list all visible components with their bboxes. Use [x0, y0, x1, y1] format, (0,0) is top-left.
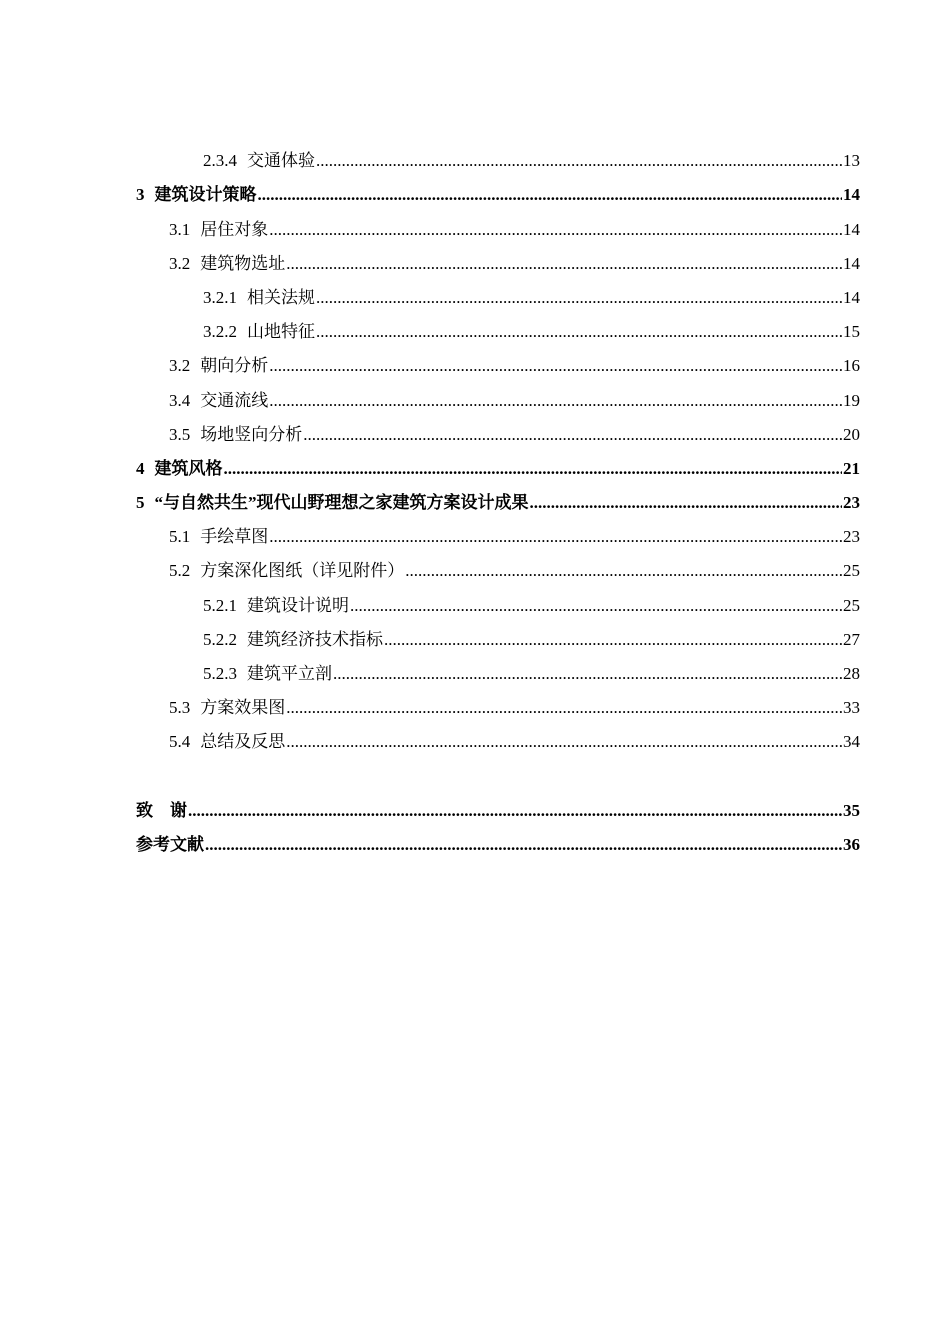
toc-entry-page: 14	[843, 287, 860, 307]
toc-entry-title: 5.4 总结及反思	[169, 732, 286, 752]
toc-entry-title: 3.2.1 相关法规	[203, 287, 315, 307]
dot-leader	[269, 220, 842, 240]
dot-leader	[530, 493, 843, 513]
toc-entry-page: 25	[843, 595, 860, 615]
toc-entry-page: 21	[843, 458, 860, 478]
dot-leader	[258, 185, 843, 205]
toc-entry-page: 35	[843, 800, 860, 820]
toc-entry-page: 14	[843, 185, 860, 205]
toc-entry-page: 23	[843, 527, 860, 547]
toc-entry-page: 14	[843, 253, 860, 273]
toc-entry-page: 36	[843, 834, 860, 854]
toc-entry-5-2-2[interactable]	[136, 616, 860, 650]
table-of-contents	[136, 137, 860, 855]
toc-entry-page: 13	[843, 151, 860, 171]
toc-entry-5[interactable]	[136, 479, 860, 513]
toc-entry-acknowledgements[interactable]	[136, 787, 860, 821]
toc-entry-5-2-1[interactable]	[136, 581, 860, 615]
toc-entry-3[interactable]	[136, 171, 860, 205]
toc-entry-page: 15	[843, 322, 860, 342]
dot-leader	[303, 425, 842, 445]
dot-leader	[286, 732, 842, 752]
toc-entry-3-5[interactable]	[136, 411, 860, 445]
toc-entry-page: 19	[843, 390, 860, 410]
dot-leader	[350, 596, 842, 616]
toc-entry-page: 33	[843, 698, 860, 718]
dot-leader	[269, 527, 842, 547]
toc-entry-3-1[interactable]	[136, 205, 860, 239]
dot-leader	[333, 664, 842, 684]
toc-entry-3-4[interactable]	[136, 376, 860, 410]
toc-entry-title: 3.2.2 山地特征	[203, 322, 315, 342]
toc-entry-title: 5.2.1 建筑设计说明	[203, 595, 349, 615]
dot-leader	[384, 630, 842, 650]
toc-entry-5-1[interactable]	[136, 513, 860, 547]
dot-leader	[286, 698, 842, 718]
toc-entry-page: 20	[843, 424, 860, 444]
toc-entry-title: 3 建筑设计策略	[136, 185, 257, 205]
toc-entry-title: 3.1 居住对象	[169, 219, 269, 239]
toc-entry-page: 25	[843, 561, 860, 581]
dot-leader	[286, 254, 842, 274]
toc-entry-title: 5.2.2 建筑经济技术指标	[203, 629, 383, 649]
toc-entry-title: 参考文献	[136, 834, 204, 854]
toc-entry-page: 14	[843, 219, 860, 239]
dot-leader	[316, 151, 842, 171]
toc-entry-page: 28	[843, 664, 860, 683]
toc-entry-title: 5.2.3 建筑平立剖	[203, 664, 332, 683]
toc-entry-title: 3.2 朝向分析	[169, 356, 269, 376]
toc-entry-title: 致 谢	[136, 800, 187, 820]
dot-leader	[405, 561, 842, 581]
toc-entry-3-2[interactable]	[136, 240, 860, 274]
dot-leader	[188, 801, 842, 821]
toc-entry-3-2-2[interactable]	[136, 308, 860, 342]
toc-entry-title: 2.3.4 交通体验	[203, 151, 315, 171]
toc-entry-5-3[interactable]	[136, 684, 860, 718]
dot-leader	[205, 835, 842, 855]
toc-entry-title: 3.4 交通流线	[169, 390, 269, 410]
toc-entry-title: 3.2 建筑物选址	[169, 253, 286, 273]
toc-entry-5-2[interactable]	[136, 547, 860, 581]
toc-entry-title: 4 建筑风格	[136, 458, 223, 478]
toc-entry-3-2-1[interactable]	[136, 274, 860, 308]
toc-entry-3-2-orientation[interactable]	[136, 342, 860, 376]
toc-entry-4[interactable]	[136, 445, 860, 479]
dot-leader	[316, 322, 842, 342]
toc-entry-5-4[interactable]	[136, 718, 860, 752]
toc-entry-page: 16	[843, 356, 860, 376]
toc-entry-2-3-4[interactable]	[136, 137, 860, 171]
toc-entry-page: 23	[843, 493, 860, 513]
toc-entry-title: 5.1 手绘草图	[169, 527, 269, 547]
toc-entry-page: 34	[843, 732, 860, 752]
dot-leader	[224, 459, 843, 479]
dot-leader	[316, 288, 842, 308]
dot-leader	[269, 391, 842, 411]
toc-entry-5-2-3[interactable]	[136, 650, 860, 684]
toc-entry-title: 5.3 方案效果图	[169, 698, 286, 718]
dot-leader	[269, 356, 842, 376]
toc-entry-title: 5.2 方案深化图纸（详见附件）	[169, 561, 405, 581]
toc-entry-references[interactable]	[136, 821, 860, 855]
toc-entry-title: 5 “与自然共生”现代山野理想之家建筑方案设计成果	[136, 493, 529, 513]
toc-entry-title: 3.5 场地竖向分析	[169, 424, 303, 444]
toc-entry-page: 27	[843, 629, 860, 649]
